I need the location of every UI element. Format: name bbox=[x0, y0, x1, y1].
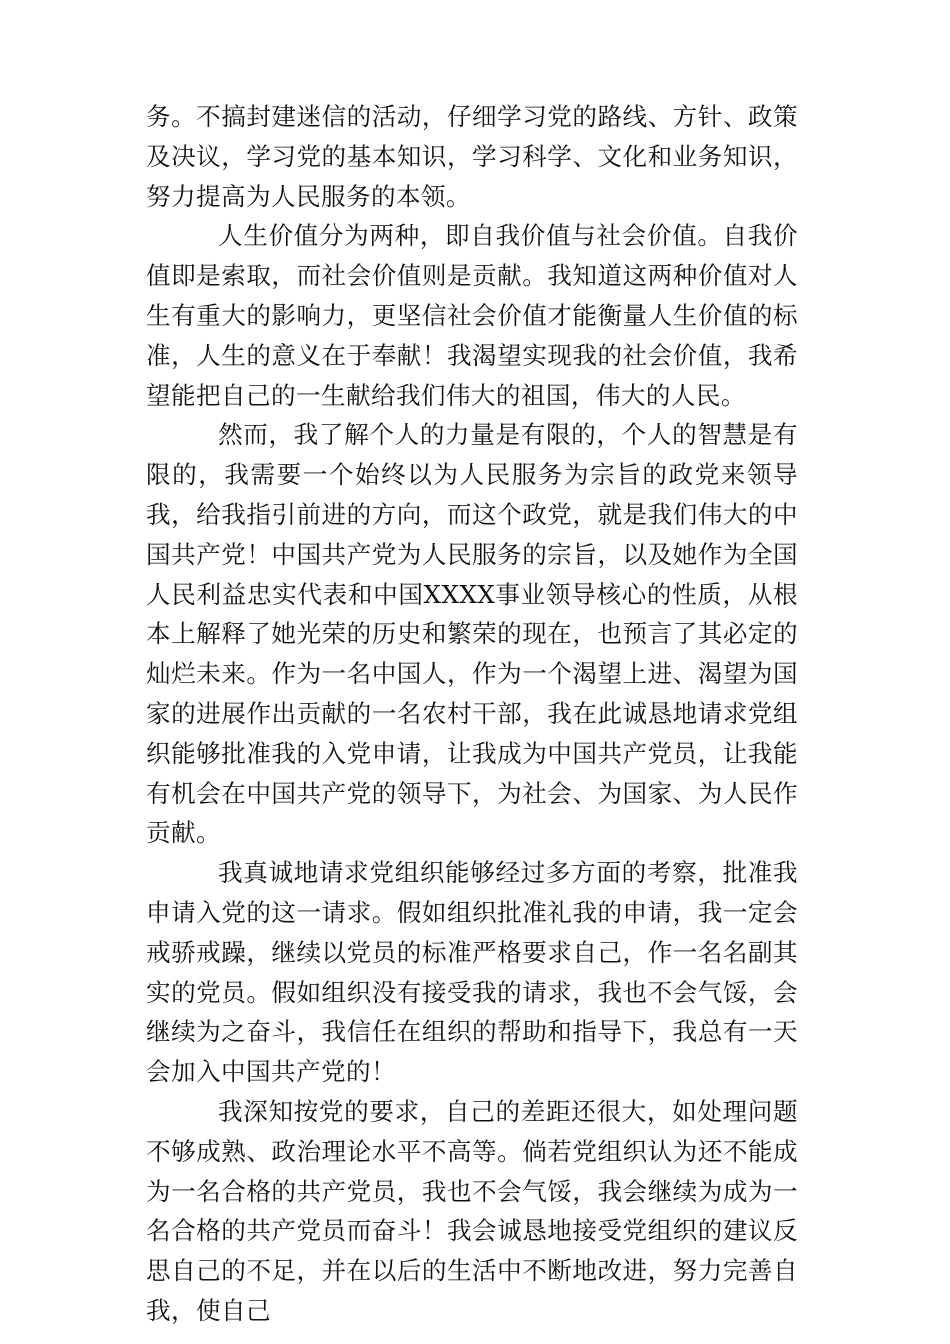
paragraph-self-reflection: 我深知按党的要求，自己的差距还很大，如处理问题不够成熟、政治理论水平不高等。倘若党组织认为还不能成为一名合格的共产党员，我也不会气馁，我会继续为成为一名合格的共产党员而奋斗！我会诚恳地接受党组织的建议反思自己的不足，并在以后的生活中不断地改进，努力完善自我，使自己 bbox=[146, 1096, 798, 1325]
paragraph-sincere-request: 我真诚地请求党组织能够经过多方面的考察，批准我申请入党的这一请求。假如组织批准礼我的申请，我一定会戒骄戒躁，继续以党员的标准严格要求自己，作一名名副其实的党员。假如组织没有接受我的请求，我也不会气馁，会继续为之奋斗，我信任在组织的帮助和指导下，我总有一天会加入中国共产党的！ bbox=[146, 858, 798, 1087]
paragraph-party-leadership: 然而，我了解个人的力量是有限的，个人的智慧是有限的，我需要一个始终以为人民服务为宗旨的政党来领导我，给我指引前进的方向，而这个政党，就是我们伟大的中国共产党！中国共产党为人民服务的宗旨，以及她作为全国人民利益忠实代表和中国XXXX事业领导核心的性质，从根本上解释了她光荣的历史和繁荣的现在，也预言了其必定的灿烂未来。作为一名中国人，作为一个渴望上进、渴望为国家的进展作出贡献的一名农村干部，我在此诚恳地请求党组织能够批准我的入党申请，让我成为中国共产党员，让我能有机会在中国共产党的领导下，为社会、为国家、为人民作贡献。 bbox=[146, 420, 798, 848]
paragraph-continued: 务。不搞封建迷信的活动，仔细学习党的路线、方针、政策及决议，学习党的基本知识，学习科学、文化和业务知识，努力提高为人民服务的本领。 bbox=[146, 102, 798, 211]
paragraph-life-value: 人生价值分为两种，即自我价值与社会价值。自我价值即是索取，而社会价值则是贡献。我知道这两种价值对人生有重大的影响力，更坚信社会价值才能衡量人生价值的标准，人生的意义在于奉献！我渴望实现我的社会价值，我希望能把自己的一生献给我们伟大的祖国，伟大的人民。 bbox=[146, 221, 798, 410]
document-body bbox=[146, 97, 798, 1331]
